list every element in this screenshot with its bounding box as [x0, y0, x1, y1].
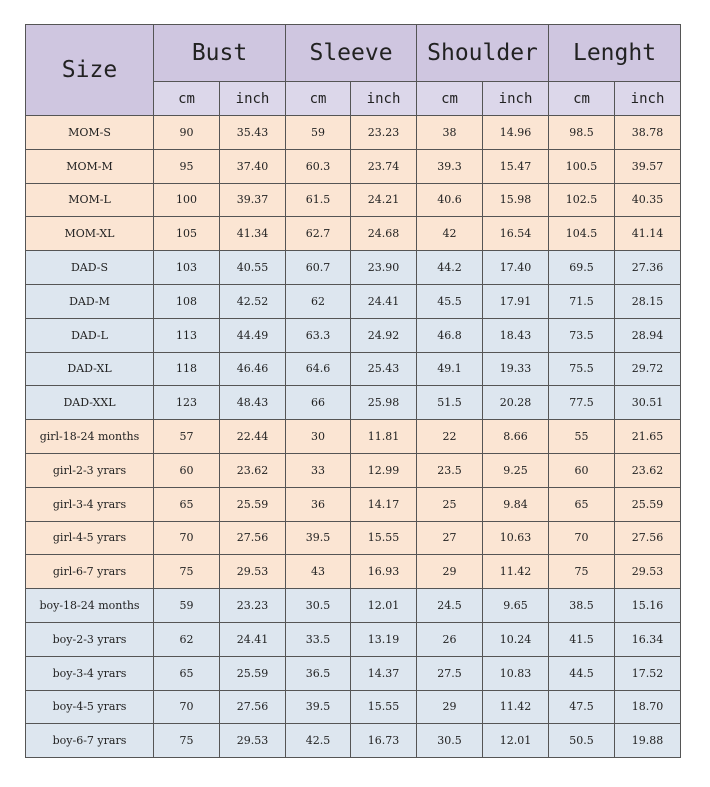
size-label-cell: boy-18-24 months — [26, 589, 154, 623]
measurement-cell: 16.73 — [351, 724, 417, 758]
measurement-cell: 39.5 — [286, 690, 351, 724]
measurement-cell: 60.7 — [286, 251, 351, 285]
measurement-cell: 59 — [154, 589, 220, 623]
measurement-cell: 9.25 — [483, 453, 549, 487]
table-row — [26, 453, 681, 487]
measurement-cell: 25.59 — [220, 487, 286, 521]
table-row — [26, 487, 681, 521]
table-row — [26, 116, 681, 150]
measurement-cell: 23.23 — [351, 116, 417, 150]
table-row — [26, 690, 681, 724]
measurement-cell: 100 — [154, 183, 220, 217]
measurement-cell: 29 — [417, 555, 483, 589]
measurement-cell: 95 — [154, 149, 220, 183]
measurement-cell: 39.5 — [286, 521, 351, 555]
measurement-cell: 30 — [286, 420, 351, 454]
unit-header: inch — [220, 82, 286, 116]
table-row — [26, 724, 681, 758]
measurement-cell: 9.84 — [483, 487, 549, 521]
measurement-cell: 23.62 — [220, 453, 286, 487]
measurement-cell: 25.98 — [351, 386, 417, 420]
measurement-cell: 27.56 — [220, 690, 286, 724]
table-row — [26, 284, 681, 318]
measurement-cell: 59 — [286, 116, 351, 150]
measurement-cell: 66 — [286, 386, 351, 420]
measurement-cell: 71.5 — [549, 284, 615, 318]
header-row-groups — [26, 25, 681, 82]
measurement-cell: 70 — [154, 690, 220, 724]
measurement-cell: 60 — [154, 453, 220, 487]
measurement-cell: 45.5 — [417, 284, 483, 318]
size-label-cell: boy-6-7 yrars — [26, 724, 154, 758]
size-label-cell: MOM-XL — [26, 217, 154, 251]
measurement-cell: 118 — [154, 352, 220, 386]
measurement-cell: 41.5 — [549, 622, 615, 656]
measurement-cell: 44.2 — [417, 251, 483, 285]
measurement-cell: 12.99 — [351, 453, 417, 487]
measurement-cell: 23.23 — [220, 589, 286, 623]
measurement-cell: 44.5 — [549, 656, 615, 690]
size-column-header: Size — [26, 25, 154, 116]
measurement-cell: 15.47 — [483, 149, 549, 183]
measurement-cell: 39.3 — [417, 149, 483, 183]
measurement-cell: 36 — [286, 487, 351, 521]
measurement-cell: 29.53 — [615, 555, 681, 589]
unit-header: inch — [483, 82, 549, 116]
measurement-cell: 24.92 — [351, 318, 417, 352]
unit-header: cm — [549, 82, 615, 116]
measurement-cell: 60 — [549, 453, 615, 487]
measurement-cell: 98.5 — [549, 116, 615, 150]
measurement-cell: 33 — [286, 453, 351, 487]
size-label-cell: boy-2-3 yrars — [26, 622, 154, 656]
measurement-cell: 27.36 — [615, 251, 681, 285]
measurement-cell: 46.8 — [417, 318, 483, 352]
measurement-cell: 57 — [154, 420, 220, 454]
measurement-cell: 23.74 — [351, 149, 417, 183]
measurement-cell: 38.5 — [549, 589, 615, 623]
measurement-cell: 26 — [417, 622, 483, 656]
measurement-cell: 40.35 — [615, 183, 681, 217]
measurement-cell: 11.42 — [483, 555, 549, 589]
measurement-cell: 75 — [154, 555, 220, 589]
unit-header: cm — [286, 82, 351, 116]
measurement-cell: 25 — [417, 487, 483, 521]
measurement-cell: 61.5 — [286, 183, 351, 217]
measurement-cell: 25.43 — [351, 352, 417, 386]
measurement-cell: 11.81 — [351, 420, 417, 454]
measurement-cell: 28.15 — [615, 284, 681, 318]
measurement-cell: 65 — [154, 656, 220, 690]
table-row — [26, 656, 681, 690]
measurement-cell: 29.53 — [220, 555, 286, 589]
measurement-cell: 14.96 — [483, 116, 549, 150]
table-row — [26, 318, 681, 352]
measurement-cell: 50.5 — [549, 724, 615, 758]
measurement-cell: 33.5 — [286, 622, 351, 656]
sleeve-header: Sleeve — [286, 25, 417, 82]
measurement-cell: 75.5 — [549, 352, 615, 386]
measurement-cell: 19.33 — [483, 352, 549, 386]
measurement-cell: 14.37 — [351, 656, 417, 690]
size-label-cell: DAD-XXL — [26, 386, 154, 420]
table-row — [26, 251, 681, 285]
table-row — [26, 149, 681, 183]
measurement-cell: 27.5 — [417, 656, 483, 690]
measurement-cell: 30.5 — [286, 589, 351, 623]
measurement-cell: 24.5 — [417, 589, 483, 623]
measurement-cell: 10.63 — [483, 521, 549, 555]
shoulder-header: Shoulder — [417, 25, 549, 82]
measurement-cell: 42 — [417, 217, 483, 251]
measurement-cell: 90 — [154, 116, 220, 150]
measurement-cell: 65 — [549, 487, 615, 521]
measurement-cell: 39.37 — [220, 183, 286, 217]
measurement-cell: 69.5 — [549, 251, 615, 285]
measurement-cell: 49.1 — [417, 352, 483, 386]
measurement-cell: 29.72 — [615, 352, 681, 386]
size-label-cell: MOM-L — [26, 183, 154, 217]
measurement-cell: 15.16 — [615, 589, 681, 623]
table-row — [26, 386, 681, 420]
unit-header: cm — [417, 82, 483, 116]
measurement-cell: 42.5 — [286, 724, 351, 758]
measurement-cell: 24.41 — [351, 284, 417, 318]
measurement-cell: 27.56 — [220, 521, 286, 555]
size-chart-table — [25, 24, 681, 758]
measurement-cell: 62.7 — [286, 217, 351, 251]
measurement-cell: 16.93 — [351, 555, 417, 589]
measurement-cell: 10.83 — [483, 656, 549, 690]
measurement-cell: 10.24 — [483, 622, 549, 656]
measurement-cell: 41.14 — [615, 217, 681, 251]
size-label-cell: DAD-XL — [26, 352, 154, 386]
measurement-cell: 75 — [154, 724, 220, 758]
measurement-cell: 21.65 — [615, 420, 681, 454]
measurement-cell: 27.56 — [615, 521, 681, 555]
measurement-cell: 100.5 — [549, 149, 615, 183]
size-label-cell: girl-4-5 yrars — [26, 521, 154, 555]
measurement-cell: 20.28 — [483, 386, 549, 420]
unit-header: cm — [154, 82, 220, 116]
measurement-cell: 8.66 — [483, 420, 549, 454]
measurement-cell: 25.59 — [220, 656, 286, 690]
measurement-cell: 51.5 — [417, 386, 483, 420]
size-label-cell: boy-4-5 yrars — [26, 690, 154, 724]
measurement-cell: 103 — [154, 251, 220, 285]
measurement-cell: 30.51 — [615, 386, 681, 420]
measurement-cell: 16.34 — [615, 622, 681, 656]
measurement-cell: 29 — [417, 690, 483, 724]
measurement-cell: 63.3 — [286, 318, 351, 352]
measurement-cell: 73.5 — [549, 318, 615, 352]
measurement-cell: 37.40 — [220, 149, 286, 183]
measurement-cell: 70 — [549, 521, 615, 555]
measurement-cell: 64.6 — [286, 352, 351, 386]
table-row — [26, 555, 681, 589]
measurement-cell: 39.57 — [615, 149, 681, 183]
measurement-cell: 77.5 — [549, 386, 615, 420]
measurement-cell: 104.5 — [549, 217, 615, 251]
size-label-cell: DAD-S — [26, 251, 154, 285]
measurement-cell: 123 — [154, 386, 220, 420]
size-chart-body — [26, 116, 681, 758]
measurement-cell: 113 — [154, 318, 220, 352]
measurement-cell: 9.65 — [483, 589, 549, 623]
measurement-cell: 62 — [286, 284, 351, 318]
measurement-cell: 23.90 — [351, 251, 417, 285]
measurement-cell: 15.55 — [351, 690, 417, 724]
measurement-cell: 27 — [417, 521, 483, 555]
measurement-cell: 41.34 — [220, 217, 286, 251]
unit-header: inch — [351, 82, 417, 116]
measurement-cell: 13.19 — [351, 622, 417, 656]
measurement-cell: 18.43 — [483, 318, 549, 352]
measurement-cell: 70 — [154, 521, 220, 555]
size-label-cell: girl-18-24 months — [26, 420, 154, 454]
measurement-cell: 15.98 — [483, 183, 549, 217]
measurement-cell: 23.62 — [615, 453, 681, 487]
measurement-cell: 29.53 — [220, 724, 286, 758]
measurement-cell: 38 — [417, 116, 483, 150]
measurement-cell: 16.54 — [483, 217, 549, 251]
measurement-cell: 24.68 — [351, 217, 417, 251]
measurement-cell: 75 — [549, 555, 615, 589]
length-header: Lenght — [549, 25, 681, 82]
measurement-cell: 25.59 — [615, 487, 681, 521]
measurement-cell: 48.43 — [220, 386, 286, 420]
measurement-cell: 60.3 — [286, 149, 351, 183]
measurement-cell: 18.70 — [615, 690, 681, 724]
size-label-cell: DAD-M — [26, 284, 154, 318]
measurement-cell: 42.52 — [220, 284, 286, 318]
measurement-cell: 35.43 — [220, 116, 286, 150]
measurement-cell: 65 — [154, 487, 220, 521]
measurement-cell: 40.6 — [417, 183, 483, 217]
measurement-cell: 28.94 — [615, 318, 681, 352]
table-row — [26, 183, 681, 217]
measurement-cell: 44.49 — [220, 318, 286, 352]
measurement-cell: 24.21 — [351, 183, 417, 217]
measurement-cell: 30.5 — [417, 724, 483, 758]
measurement-cell: 24.41 — [220, 622, 286, 656]
measurement-cell: 23.5 — [417, 453, 483, 487]
measurement-cell: 19.88 — [615, 724, 681, 758]
size-label-cell: DAD-L — [26, 318, 154, 352]
size-label-cell: girl-2-3 yrars — [26, 453, 154, 487]
measurement-cell: 108 — [154, 284, 220, 318]
table-row — [26, 217, 681, 251]
table-row — [26, 589, 681, 623]
measurement-cell: 36.5 — [286, 656, 351, 690]
unit-header: inch — [615, 82, 681, 116]
table-row — [26, 622, 681, 656]
measurement-cell: 15.55 — [351, 521, 417, 555]
measurement-cell: 12.01 — [483, 724, 549, 758]
measurement-cell: 43 — [286, 555, 351, 589]
measurement-cell: 22 — [417, 420, 483, 454]
measurement-cell: 17.40 — [483, 251, 549, 285]
measurement-cell: 11.42 — [483, 690, 549, 724]
size-label-cell: MOM-S — [26, 116, 154, 150]
measurement-cell: 55 — [549, 420, 615, 454]
size-label-cell: girl-3-4 yrars — [26, 487, 154, 521]
measurement-cell: 14.17 — [351, 487, 417, 521]
measurement-cell: 38.78 — [615, 116, 681, 150]
measurement-cell: 62 — [154, 622, 220, 656]
measurement-cell: 22.44 — [220, 420, 286, 454]
bust-header: Bust — [154, 25, 286, 82]
measurement-cell: 40.55 — [220, 251, 286, 285]
measurement-cell: 105 — [154, 217, 220, 251]
table-row — [26, 352, 681, 386]
table-row — [26, 521, 681, 555]
measurement-cell: 17.52 — [615, 656, 681, 690]
table-row — [26, 420, 681, 454]
measurement-cell: 12.01 — [351, 589, 417, 623]
size-label-cell: MOM-M — [26, 149, 154, 183]
size-label-cell: girl-6-7 yrars — [26, 555, 154, 589]
measurement-cell: 102.5 — [549, 183, 615, 217]
size-label-cell: boy-3-4 yrars — [26, 656, 154, 690]
measurement-cell: 17.91 — [483, 284, 549, 318]
measurement-cell: 46.46 — [220, 352, 286, 386]
measurement-cell: 47.5 — [549, 690, 615, 724]
